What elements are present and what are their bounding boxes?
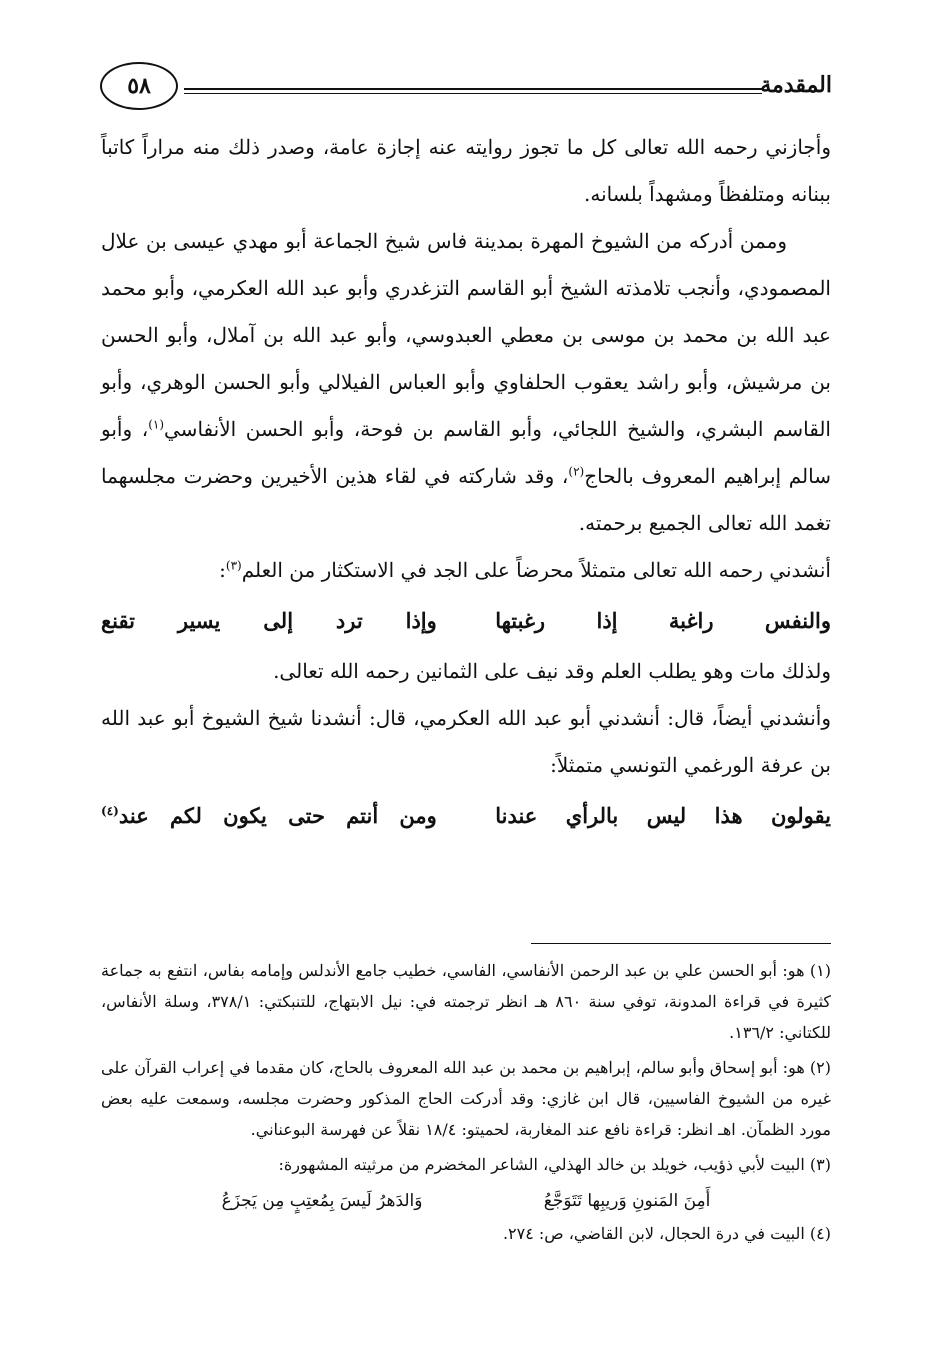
footnote-ref-3: (٣) [225,558,242,573]
verse-1 [101,594,831,648]
main-text [101,124,831,843]
section-title: المقدمة [760,72,832,98]
verse-1-second-hemistich: وإذا ترد إلى يسير تقنع [101,608,437,633]
paragraph-2 [101,218,831,547]
page-header [100,62,832,114]
header-rule [184,88,762,94]
footnote-3-verse [101,1184,831,1218]
paragraph-5: وأنشدني أيضاً، قال: أنشدني أبو عبد الله العكرمي، قال: أنشدنا شيخ الشيوخ أبو عبد الله بن عرفة الورغمي التونسي متمثلاً: [101,706,831,777]
footnote-3-verse-second: وَالدَهرُ لَيسَ بِمُعتِبٍ مِن يَجزَعُ [221,1191,423,1211]
paragraph-2-text-c: ، وقد شاركته في لقاء هذين الأخيرين وحضرت مجلسهما تغمد الله تعالى الجميع برحمته. [101,464,831,535]
footnote-3: (٣) البيت لأبي ذؤيب، خويلد بن خالد الهذلي، الشاعر المخضرم من مرثيته المشهورة: [278,1155,831,1174]
paragraph-4: ولذلك مات وهو يطلب العلم وقد نيف على الثمانين رحمه الله تعالى. [273,659,831,683]
footnote-separator [531,943,831,944]
footnote-1: (١) هو: أبو الحسن علي بن عبد الرحمن الأنفاسي، الفاسي، خطيب جامع الأندلس وإمامه بفاس، انتفع به جماعة كثيرة في قراءة المدونة، توفي سنة ٨٦٠ هـ انظر ترجمته في: نيل الابتهاج، للتنبكتي: ٣٧٨/١، وسلة الأنفاس، للكتاني: ١٣٦/٢. [101,961,832,1042]
footnotes [101,955,831,1253]
paragraph-3 [101,547,831,594]
footnote-ref-1: (١) [148,417,165,432]
footnote-ref-2: (٢) [568,464,585,479]
verse-2-first-hemistich: يقولون هذا ليس بالرأي عندنا [495,803,831,828]
footnote-3-verse-first: أَمِنَ المَنونِ وَريبِها تَتَوَجَّعُ [543,1191,711,1211]
paragraph-2-text: وممن أدركه من الشيوخ المهرة بمدينة فاس شيخ الجماعة أبو مهدي عيسى بن علال المصمودي، وأنجب تلامذته الشيخ أبو القاسم التزغدري وأبو عبد الله العكرمي، وأبو محمد عبد الله بن محمد بن موسى بن معطي العبدوسي، وأبو عبد الله بن آملال، وأبو الحسن بن مرشيش، وأبو راشد يعقوب الحلفاوي وأبو العباس الفيلالي وأبو الحسن الوهري، وأبو القاسم البشري، والشيخ اللجائي، وأبو القاسم بن فوحة، وأبو الحسن الأنفاسي [101,229,831,441]
verse-1-first-hemistich: والنفس راغبة إذا رغبتها [495,608,831,633]
footnote-2: (٢) هو: أبو إسحاق وأبو سالم، إبراهيم بن محمد بن عبد الله المعروف بالحاج، كان مقدما في إعراب القرآن على غيره من الشيوخ الفاسيين، قال ابن غازي: وقد أدركت الحاج المذكور وحضرت مجلسه، وسمعت عليه بعض مورد الظمآن. اهـ انظر: قراءة نافع عند المغاربة، لحميتو: ١٨/٤ نقلاً عن فهرسة البوعناني. [101,1058,831,1139]
paragraph-2-text-b: ، وأبو سالم إبراهيم المعروف بالحاج [101,417,831,488]
verse-2 [101,789,831,843]
footnote-ref-4: (٤) [101,804,119,818]
paragraph-3-colon: : [219,558,226,582]
page-number: ٥٨ [100,62,178,110]
verse-2-second-hemistich [101,789,437,843]
footnote-4: (٤) البيت في درة الحجال، لابن القاضي، ص: ٢٧٤. [502,1224,831,1243]
paragraph-3-text: أنشدني رحمه الله تعالى متمثلاً محرضاً على الجد في الاستكثار من العلم [241,558,831,582]
verse-2-second-text: ومن أنتم حتى يكون لكم عند [118,803,437,828]
paragraph-1: وأجازني رحمه الله تعالى كل ما تجوز روايته عنه إجازة عامة، وصدر ذلك منه مراراً كاتباً ببنانه ومتلفظاً ومشهداً بلسانه. [101,135,831,206]
